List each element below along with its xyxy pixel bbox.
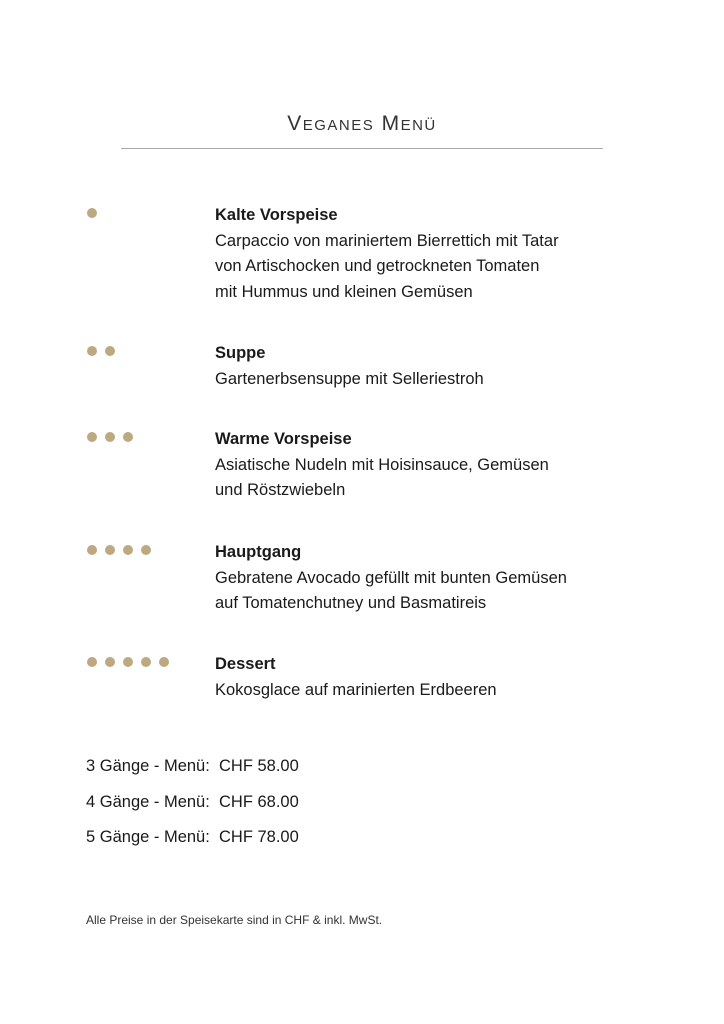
dot-icon	[141, 545, 151, 555]
dot-icon	[141, 657, 151, 667]
title-divider	[121, 148, 603, 149]
course-description-line: auf Tomatenchutney und Basmatireis	[215, 594, 487, 612]
dot-icon	[123, 657, 133, 667]
price-footnote: Alle Preise in der Speisekarte sind in CHF & inkl. MwSt.	[86, 913, 383, 927]
course-name: Dessert	[215, 655, 276, 673]
dot-icon	[87, 432, 97, 442]
course-name: Suppe	[215, 344, 266, 362]
course-name: Warme Vorspeise	[215, 430, 352, 448]
course-name: Kalte Vorspeise	[215, 206, 338, 224]
course-description-line: und Röstzwiebeln	[215, 481, 346, 499]
course-description-line: Carpaccio von mariniertem Bierrettich mit Tatar	[215, 231, 559, 250]
course-dots	[87, 346, 115, 356]
price-4-courses: 4 Gänge - Menü: CHF 68.00	[86, 792, 299, 811]
dot-icon	[87, 346, 97, 356]
course-description-line: von Artischocken und getrockneten Tomaten	[215, 257, 540, 275]
course-description-line: mit Hummus und kleinen Gemüsen	[215, 282, 473, 301]
course-dots	[87, 657, 169, 667]
dot-icon	[123, 545, 133, 555]
dot-icon	[159, 657, 169, 667]
dot-icon	[105, 432, 115, 442]
dot-icon	[123, 432, 133, 442]
dot-icon	[105, 545, 115, 555]
dot-icon	[105, 657, 115, 667]
course-description-line: Gartenerbsensuppe mit Selleriestroh	[215, 369, 484, 388]
course-dots	[87, 208, 97, 218]
price-3-courses: 3 Gänge - Menü: CHF 58.00	[86, 757, 299, 775]
course-description-line: Asiatische Nudeln mit Hoisinsauce, Gemüsen	[215, 455, 549, 474]
menu-title: Veganes Menü	[287, 112, 437, 135]
course-name: Hauptgang	[215, 543, 302, 561]
dot-icon	[105, 346, 115, 356]
dot-icon	[87, 657, 97, 667]
course-description-line: Kokosglace auf marinierten Erdbeeren	[215, 680, 497, 699]
dot-icon	[87, 208, 97, 218]
price-list	[86, 749, 299, 856]
dot-icon	[87, 545, 97, 555]
course-dots	[87, 545, 151, 555]
course-dots	[87, 432, 133, 442]
course-description-line: Gebratene Avocado gefüllt mit bunten Gemüsen	[215, 568, 567, 587]
price-5-courses: 5 Gänge - Menü: CHF 78.00	[86, 828, 299, 846]
